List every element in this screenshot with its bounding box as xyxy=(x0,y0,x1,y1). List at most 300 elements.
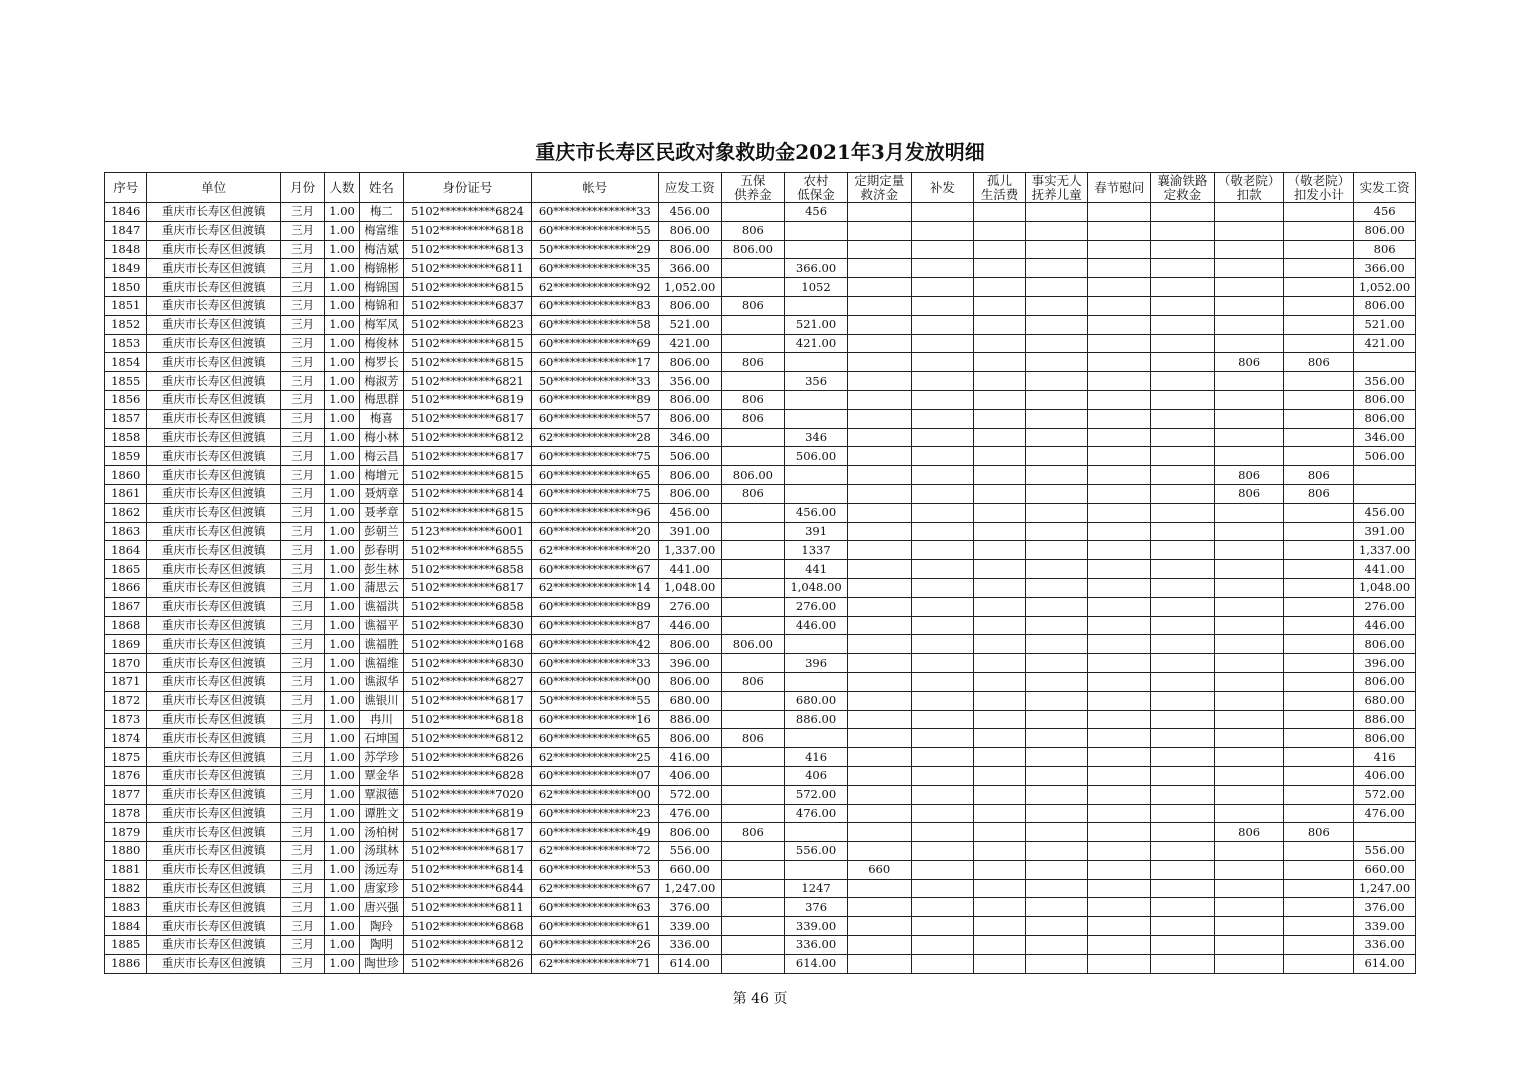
table-cell: 1.00 xyxy=(325,390,359,409)
table-cell xyxy=(1025,541,1088,560)
table-cell xyxy=(1284,842,1354,861)
table-header-row xyxy=(105,173,1416,203)
table-cell: 重庆市长寿区但渡镇 xyxy=(147,616,280,635)
table-cell: 336.00 xyxy=(658,936,721,955)
table-row xyxy=(105,541,1416,560)
table-cell: 1859 xyxy=(105,447,147,466)
table-cell xyxy=(1284,748,1354,767)
table-cell: 62***************28 xyxy=(531,428,658,447)
table-cell: 1878 xyxy=(105,804,147,823)
table-cell: 5102**********6815 xyxy=(404,466,531,485)
table-cell: 806 xyxy=(721,484,785,503)
table-cell xyxy=(1025,691,1088,710)
table-cell: 5102**********6823 xyxy=(404,315,531,334)
table-cell: 62***************72 xyxy=(531,842,658,861)
table-cell: 806.00 xyxy=(658,240,721,259)
table-cell xyxy=(847,353,911,372)
table-cell xyxy=(1214,390,1284,409)
table-cell: 重庆市长寿区但渡镇 xyxy=(147,936,280,955)
table-cell: 346.00 xyxy=(658,428,721,447)
table-cell: 三月 xyxy=(280,240,324,259)
table-cell: 三月 xyxy=(280,954,324,973)
table-cell xyxy=(974,785,1026,804)
table-cell xyxy=(1088,785,1151,804)
table-cell xyxy=(1151,635,1215,654)
table-cell xyxy=(911,334,974,353)
table-cell xyxy=(974,522,1026,541)
table-cell: 蒲思云 xyxy=(359,578,403,597)
table-cell: 重庆市长寿区但渡镇 xyxy=(147,503,280,522)
table-cell: 重庆市长寿区但渡镇 xyxy=(147,766,280,785)
table-cell: 三月 xyxy=(280,353,324,372)
table-cell xyxy=(974,804,1026,823)
table-cell: 60***************87 xyxy=(531,616,658,635)
table-cell xyxy=(1088,672,1151,691)
table-cell: 1873 xyxy=(105,710,147,729)
table-cell xyxy=(974,616,1026,635)
table-cell: 60***************89 xyxy=(531,597,658,616)
table-cell xyxy=(785,353,848,372)
table-cell: 806.00 xyxy=(658,823,721,842)
table-cell: 三月 xyxy=(280,409,324,428)
table-cell: 重庆市长寿区但渡镇 xyxy=(147,541,280,560)
table-cell xyxy=(1151,597,1215,616)
table-cell xyxy=(1025,635,1088,654)
table-cell: 唐家珍 xyxy=(359,879,403,898)
table-cell xyxy=(974,710,1026,729)
table-cell xyxy=(911,672,974,691)
table-cell: 806 xyxy=(1214,353,1284,372)
table-cell xyxy=(847,672,911,691)
table-cell xyxy=(974,766,1026,785)
table-cell: 476.00 xyxy=(785,804,848,823)
table-cell xyxy=(785,729,848,748)
table-row xyxy=(105,447,1416,466)
table-cell: 1852 xyxy=(105,315,147,334)
table-cell: 梅喜 xyxy=(359,409,403,428)
table-cell xyxy=(1025,560,1088,579)
table-cell: 806 xyxy=(721,729,785,748)
table-cell xyxy=(911,654,974,673)
table-cell xyxy=(1284,616,1354,635)
table-cell: 1.00 xyxy=(325,560,359,579)
table-cell: 680.00 xyxy=(1354,691,1416,710)
table-cell xyxy=(847,748,911,767)
table-cell xyxy=(1214,372,1284,391)
table-cell xyxy=(1088,842,1151,861)
table-cell: 谯福维 xyxy=(359,654,403,673)
table-cell xyxy=(1214,635,1284,654)
table-cell xyxy=(974,390,1026,409)
table-cell xyxy=(1284,560,1354,579)
table-cell xyxy=(1284,259,1354,278)
table-cell: 5102**********6830 xyxy=(404,616,531,635)
table-cell: 339.00 xyxy=(1354,917,1416,936)
table-cell: 5102**********6844 xyxy=(404,879,531,898)
table-cell xyxy=(1354,353,1416,372)
table-cell: 5102**********6814 xyxy=(404,860,531,879)
table-cell xyxy=(1151,390,1215,409)
table-cell xyxy=(911,898,974,917)
table-cell: 三月 xyxy=(280,503,324,522)
table-cell: 476.00 xyxy=(1354,804,1416,823)
table-cell xyxy=(721,372,785,391)
table-cell: 1866 xyxy=(105,578,147,597)
table-cell xyxy=(911,936,974,955)
table-cell xyxy=(1284,898,1354,917)
table-cell: 1857 xyxy=(105,409,147,428)
table-cell: 重庆市长寿区但渡镇 xyxy=(147,466,280,485)
table-cell: 62***************67 xyxy=(531,879,658,898)
table-cell: 456.00 xyxy=(658,503,721,522)
table-cell xyxy=(1151,860,1215,879)
table-cell xyxy=(1025,203,1088,222)
table-cell xyxy=(911,409,974,428)
table-cell: 60***************75 xyxy=(531,447,658,466)
table-row xyxy=(105,766,1416,785)
table-cell: 1,337.00 xyxy=(1354,541,1416,560)
table-cell xyxy=(1284,578,1354,597)
table-cell: 三月 xyxy=(280,654,324,673)
table-cell xyxy=(974,334,1026,353)
table-cell xyxy=(721,334,785,353)
table-cell xyxy=(911,353,974,372)
table-cell: 456.00 xyxy=(1354,503,1416,522)
table-row xyxy=(105,503,1416,522)
table-cell xyxy=(974,541,1026,560)
table-cell xyxy=(721,259,785,278)
table-cell: 5102**********6817 xyxy=(404,578,531,597)
table-cell xyxy=(1025,748,1088,767)
table-cell xyxy=(974,240,1026,259)
column-header: 农村 低保金 xyxy=(785,173,848,203)
table-cell xyxy=(1151,409,1215,428)
table-cell: 1871 xyxy=(105,672,147,691)
table-cell: 重庆市长寿区但渡镇 xyxy=(147,560,280,579)
table-cell xyxy=(1151,541,1215,560)
column-header: 身份证号 xyxy=(404,173,531,203)
table-cell: 886.00 xyxy=(658,710,721,729)
table-cell: 806.00 xyxy=(658,296,721,315)
table-cell xyxy=(1151,578,1215,597)
table-cell xyxy=(1025,428,1088,447)
table-cell xyxy=(1214,315,1284,334)
table-cell: 陶世珍 xyxy=(359,954,403,973)
table-cell xyxy=(1088,203,1151,222)
table-cell xyxy=(1284,804,1354,823)
table-cell: 重庆市长寿区但渡镇 xyxy=(147,409,280,428)
table-cell xyxy=(847,221,911,240)
table-cell: 1.00 xyxy=(325,860,359,879)
table-row xyxy=(105,353,1416,372)
table-cell xyxy=(847,503,911,522)
table-row xyxy=(105,428,1416,447)
table-cell xyxy=(974,315,1026,334)
table-cell: 汤柏树 xyxy=(359,823,403,842)
table-cell: 5102**********6817 xyxy=(404,823,531,842)
table-cell: 梅锦和 xyxy=(359,296,403,315)
table-cell xyxy=(974,560,1026,579)
table-cell xyxy=(1025,296,1088,315)
table-cell: 5102**********6819 xyxy=(404,804,531,823)
table-cell xyxy=(847,409,911,428)
table-cell xyxy=(911,823,974,842)
table-cell: 60***************49 xyxy=(531,823,658,842)
table-cell xyxy=(1214,278,1284,297)
table-cell xyxy=(847,240,911,259)
table-cell xyxy=(721,560,785,579)
table-cell xyxy=(847,597,911,616)
table-cell xyxy=(1151,616,1215,635)
table-cell xyxy=(1151,936,1215,955)
table-cell: 60***************00 xyxy=(531,672,658,691)
table-cell: 1849 xyxy=(105,259,147,278)
table-cell xyxy=(1088,954,1151,973)
table-row xyxy=(105,278,1416,297)
table-cell: 三月 xyxy=(280,203,324,222)
table-cell xyxy=(911,616,974,635)
table-cell: 重庆市长寿区但渡镇 xyxy=(147,447,280,466)
table-row xyxy=(105,315,1416,334)
column-header: 序号 xyxy=(105,173,147,203)
table-cell: 1.00 xyxy=(325,616,359,635)
table-cell: 1.00 xyxy=(325,654,359,673)
table-cell: 重庆市长寿区但渡镇 xyxy=(147,334,280,353)
table-cell xyxy=(1214,654,1284,673)
table-cell xyxy=(1088,578,1151,597)
table-cell: 谯淑华 xyxy=(359,672,403,691)
table-cell xyxy=(1088,372,1151,391)
table-cell: 572.00 xyxy=(785,785,848,804)
table-cell xyxy=(911,785,974,804)
table-cell: 806.00 xyxy=(1354,729,1416,748)
table-cell: 60***************16 xyxy=(531,710,658,729)
table-cell xyxy=(1088,748,1151,767)
table-cell: 1853 xyxy=(105,334,147,353)
table-cell xyxy=(911,484,974,503)
table-cell: 62***************25 xyxy=(531,748,658,767)
table-cell: 1.00 xyxy=(325,766,359,785)
table-cell xyxy=(974,259,1026,278)
table-cell xyxy=(1284,597,1354,616)
table-cell: 406.00 xyxy=(1354,766,1416,785)
table-cell xyxy=(1151,447,1215,466)
table-cell: 重庆市长寿区但渡镇 xyxy=(147,654,280,673)
table-cell: 重庆市长寿区但渡镇 xyxy=(147,823,280,842)
table-cell: 梅锦国 xyxy=(359,278,403,297)
table-cell: 521.00 xyxy=(658,315,721,334)
column-header: 月份 xyxy=(280,173,324,203)
table-cell xyxy=(1088,860,1151,879)
table-cell: 重庆市长寿区但渡镇 xyxy=(147,729,280,748)
table-cell xyxy=(1214,296,1284,315)
table-cell xyxy=(1214,597,1284,616)
table-cell: 416 xyxy=(785,748,848,767)
table-cell xyxy=(1088,879,1151,898)
table-cell xyxy=(1284,372,1354,391)
table-cell: 三月 xyxy=(280,842,324,861)
table-cell: 276.00 xyxy=(1354,597,1416,616)
table-cell: 376.00 xyxy=(658,898,721,917)
table-cell: 三月 xyxy=(280,691,324,710)
table-cell xyxy=(1214,503,1284,522)
table-cell: 60***************17 xyxy=(531,353,658,372)
table-cell: 1854 xyxy=(105,353,147,372)
table-cell: 1.00 xyxy=(325,409,359,428)
table-cell xyxy=(847,635,911,654)
table-cell: 三月 xyxy=(280,597,324,616)
table-cell xyxy=(1284,240,1354,259)
table-cell xyxy=(974,917,1026,936)
table-cell: 396.00 xyxy=(658,654,721,673)
table-cell xyxy=(974,936,1026,955)
table-cell: 1.00 xyxy=(325,879,359,898)
table-cell: 梅锦彬 xyxy=(359,259,403,278)
table-row xyxy=(105,334,1416,353)
table-cell: 456 xyxy=(1354,203,1416,222)
table-cell xyxy=(974,691,1026,710)
table-cell: 506.00 xyxy=(658,447,721,466)
table-cell xyxy=(1025,466,1088,485)
table-cell xyxy=(911,635,974,654)
table-cell: 1850 xyxy=(105,278,147,297)
table-cell: 456 xyxy=(785,203,848,222)
table-cell: 1.00 xyxy=(325,729,359,748)
table-cell xyxy=(974,503,1026,522)
table-cell xyxy=(1284,654,1354,673)
column-header: 春节慰问 xyxy=(1088,173,1151,203)
table-cell: 梅思群 xyxy=(359,390,403,409)
table-cell xyxy=(911,560,974,579)
table-cell xyxy=(1214,710,1284,729)
table-cell xyxy=(911,766,974,785)
table-cell: 1870 xyxy=(105,654,147,673)
table-cell xyxy=(1025,221,1088,240)
table-cell: 梅富维 xyxy=(359,221,403,240)
table-cell xyxy=(847,203,911,222)
table-cell: 406 xyxy=(785,766,848,785)
table-cell xyxy=(1151,522,1215,541)
table-cell xyxy=(1214,748,1284,767)
table-cell xyxy=(974,278,1026,297)
table-cell xyxy=(1025,672,1088,691)
table-cell xyxy=(847,842,911,861)
table-cell xyxy=(1214,691,1284,710)
table-cell xyxy=(721,428,785,447)
table-cell: 60***************23 xyxy=(531,804,658,823)
table-cell: 三月 xyxy=(280,315,324,334)
table-cell: 1,052.00 xyxy=(1354,278,1416,297)
table-cell: 5123**********6001 xyxy=(404,522,531,541)
table-cell xyxy=(1025,390,1088,409)
table-cell xyxy=(847,428,911,447)
table-cell: 1856 xyxy=(105,390,147,409)
table-cell xyxy=(1151,259,1215,278)
table-cell: 614.00 xyxy=(785,954,848,973)
table-cell: 5102**********6824 xyxy=(404,203,531,222)
table-cell xyxy=(1214,522,1284,541)
table-cell xyxy=(1088,315,1151,334)
table-cell: 重庆市长寿区但渡镇 xyxy=(147,842,280,861)
table-cell: 重庆市长寿区但渡镇 xyxy=(147,691,280,710)
table-cell xyxy=(974,597,1026,616)
table-cell: 5102**********6811 xyxy=(404,259,531,278)
table-cell xyxy=(1088,936,1151,955)
table-cell: 覃淑德 xyxy=(359,785,403,804)
table-cell: 60***************65 xyxy=(531,729,658,748)
table-cell: 重庆市长寿区但渡镇 xyxy=(147,954,280,973)
table-cell xyxy=(1284,541,1354,560)
table-cell: 60***************83 xyxy=(531,296,658,315)
table-cell: 5102**********6821 xyxy=(404,372,531,391)
table-cell: 三月 xyxy=(280,616,324,635)
table-cell xyxy=(847,879,911,898)
table-cell: 梅军凤 xyxy=(359,315,403,334)
table-cell xyxy=(1214,334,1284,353)
table-cell: 1.00 xyxy=(325,466,359,485)
table-cell: 重庆市长寿区但渡镇 xyxy=(147,879,280,898)
table-cell: 5102**********6811 xyxy=(404,898,531,917)
table-cell xyxy=(721,315,785,334)
table-cell: 60***************75 xyxy=(531,484,658,503)
table-cell: 谯银川 xyxy=(359,691,403,710)
table-cell: 276.00 xyxy=(658,597,721,616)
table-cell: 三月 xyxy=(280,259,324,278)
table-cell: 1872 xyxy=(105,691,147,710)
table-cell: 三月 xyxy=(280,766,324,785)
table-cell xyxy=(847,578,911,597)
table-cell xyxy=(1025,936,1088,955)
table-cell xyxy=(1025,842,1088,861)
table-cell: 三月 xyxy=(280,635,324,654)
table-cell xyxy=(721,203,785,222)
table-cell: 806.00 xyxy=(658,221,721,240)
table-cell: 三月 xyxy=(280,785,324,804)
table-cell xyxy=(1214,842,1284,861)
table-cell xyxy=(721,503,785,522)
table-cell: 1860 xyxy=(105,466,147,485)
table-cell xyxy=(1151,466,1215,485)
table-cell: 1867 xyxy=(105,597,147,616)
table-cell xyxy=(847,278,911,297)
table-cell: 5102**********6826 xyxy=(404,954,531,973)
table-cell: 陶玲 xyxy=(359,917,403,936)
table-cell xyxy=(785,221,848,240)
table-cell: 1.00 xyxy=(325,898,359,917)
table-cell: 谯福洪 xyxy=(359,597,403,616)
table-cell xyxy=(1025,860,1088,879)
table-cell: 60***************33 xyxy=(531,654,658,673)
table-cell xyxy=(1284,860,1354,879)
table-cell: 三月 xyxy=(280,898,324,917)
table-cell xyxy=(1025,278,1088,297)
table-cell xyxy=(1284,203,1354,222)
table-cell xyxy=(847,936,911,955)
table-cell: 806.00 xyxy=(1354,390,1416,409)
table-cell xyxy=(1025,766,1088,785)
column-header: 单位 xyxy=(147,173,280,203)
table-cell: 886.00 xyxy=(785,710,848,729)
table-cell: 1.00 xyxy=(325,334,359,353)
table-cell xyxy=(1088,296,1151,315)
table-cell xyxy=(1284,936,1354,955)
table-cell: 5102**********6855 xyxy=(404,541,531,560)
table-cell xyxy=(974,954,1026,973)
table-cell: 456.00 xyxy=(785,503,848,522)
table-row xyxy=(105,221,1416,240)
table-cell: 三月 xyxy=(280,710,324,729)
table-cell: 1.00 xyxy=(325,447,359,466)
